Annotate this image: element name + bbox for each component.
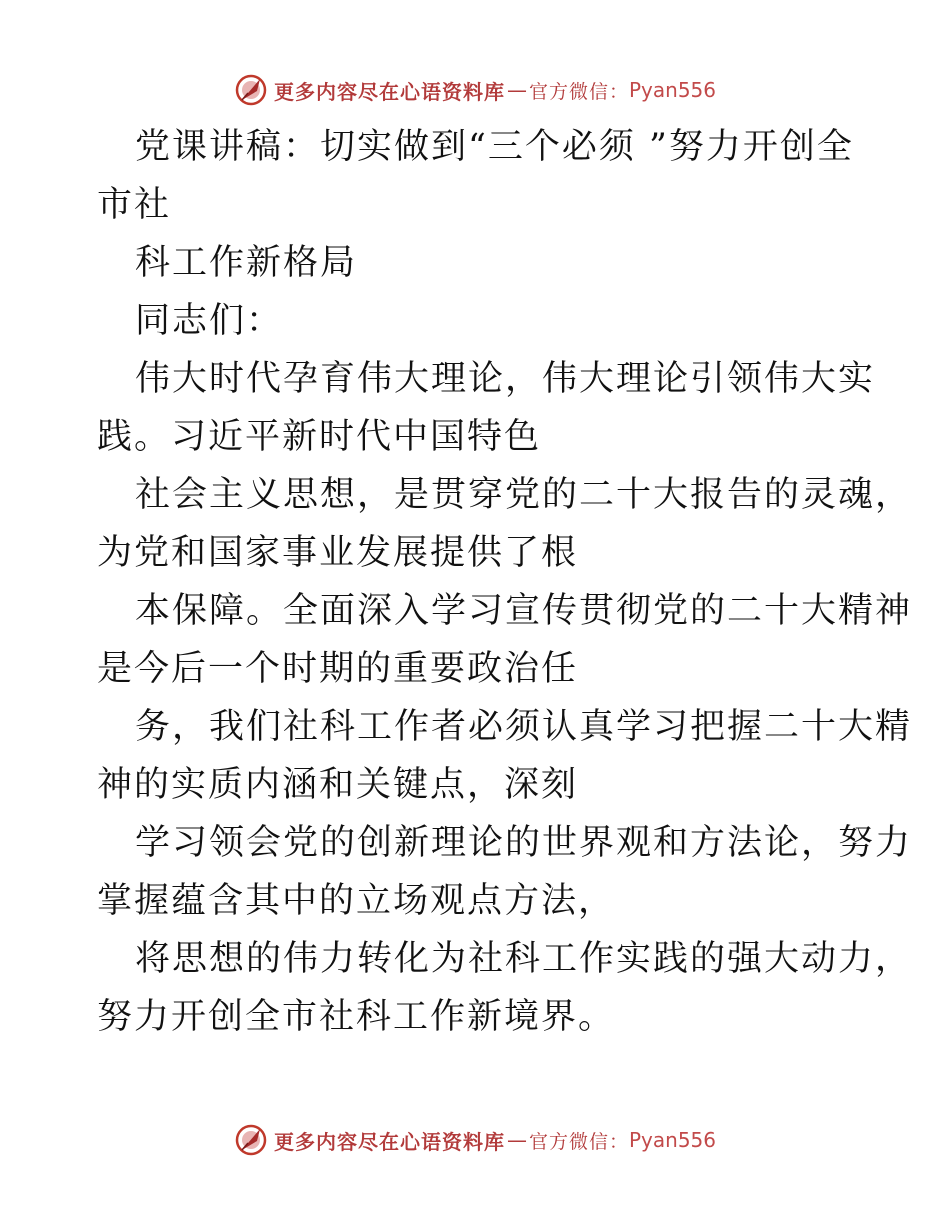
quill-logo-icon: [234, 73, 268, 107]
banner-wechat-label: 官方微信：: [528, 80, 629, 103]
paragraph-line: 努力开创全市社科工作新境界。: [97, 997, 616, 1037]
document-body: [97, 118, 913, 1046]
paragraph-line: 神的实质内涵和关键点，深刻: [97, 765, 579, 805]
paragraph-line: 务，我们社科工作者必须认真学习把握二十大精: [135, 707, 913, 747]
quill-logo-icon: [234, 1123, 268, 1157]
paragraph-line: 是今后一个时期的重要政治任: [97, 649, 579, 689]
salutation: 同志们：: [135, 301, 284, 341]
paragraph-line: 社会主义思想，是贯穿党的二十大报告的灵魂，: [135, 475, 913, 515]
banner-wechat-id: Pyan556: [629, 78, 717, 102]
banner-wechat-id: Pyan556: [629, 1128, 717, 1152]
banner-main-text: 更多内容尽在心语资料库: [273, 79, 505, 104]
paragraph-line: 伟大时代孕育伟大理论，伟大理论引领伟大实: [135, 359, 876, 399]
paragraph-line: 掌握蕴含其中的立场观点方法，: [97, 881, 616, 921]
paragraph-line: 为党和国家事业发展提供了根: [97, 533, 579, 573]
title-line-2: 市社: [97, 185, 172, 225]
header-banner: [0, 70, 950, 110]
title-line-1: 党课讲稿：切实做到“三个必须 ”努力开创全: [135, 127, 854, 167]
banner-dash: —: [506, 78, 527, 102]
paragraph-line: 践。习近平新时代中国特色: [97, 417, 542, 457]
banner-main-text: 更多内容尽在心语资料库: [273, 1129, 505, 1154]
banner-dash: —: [506, 1128, 527, 1152]
paragraph-line: 将思想的伟力转化为社科工作实践的强大动力，: [135, 939, 913, 979]
paragraph-line: 本保障。全面深入学习宣传贯彻党的二十大精神: [135, 591, 913, 631]
footer-banner: [0, 1120, 950, 1160]
paragraph-line: 学习领会党的创新理论的世界观和方法论，努力: [135, 823, 913, 863]
banner-wechat-label: 官方微信：: [528, 1130, 629, 1153]
title-line-3: 科工作新格局: [135, 243, 358, 283]
